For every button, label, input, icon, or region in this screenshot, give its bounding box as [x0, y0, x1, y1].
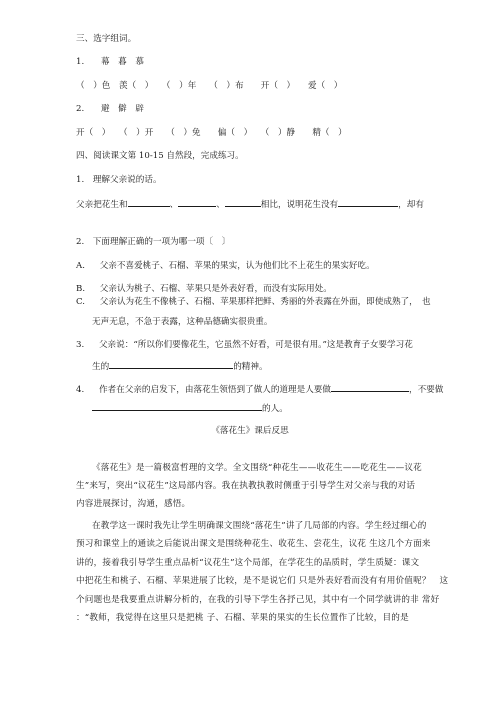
answer-blank[interactable]: [128, 197, 170, 207]
section3-heading: 三、选字组词。: [76, 34, 137, 44]
option-a: [76, 260, 375, 272]
section4-q1-text: [76, 197, 424, 211]
option-a-text: 父亲不喜爱桃子、石榴、苹果的果实，认为他们比不上花生的果实好吃。: [99, 261, 375, 271]
q2-number: 2.: [76, 104, 85, 114]
q4-text-1a: 作者在父亲的启发下，由落花生领悟到了做人的道理是人要做: [98, 385, 331, 395]
option-c-label: C.: [76, 297, 86, 307]
q4-text-2: 的人。: [262, 404, 288, 414]
section4-q1-label: 1. 理解父亲说的话。: [76, 175, 162, 185]
section4-q3: [76, 339, 413, 351]
option-c-text-1: 父亲认为花生不像桃子、石榴、苹果那样把鲜、秀丽的外表露在外面，即使成熟了， 也: [99, 297, 431, 307]
reflection-p2-line6: ：“教师，我觉得在这里只是把桃 子、石榴、苹果的果实的生长位置作了比较，目的是: [76, 613, 409, 623]
q1-number: 1.: [76, 57, 85, 67]
q1-text-c: ，却有: [398, 200, 424, 210]
q3-text-2a: 生的: [92, 362, 110, 372]
reflection-p2-line1: 在教学这一课时我先让学生明确课文围绕“落花生”讲了几局部的内容。学生经过细心的: [92, 521, 427, 531]
answer-blank[interactable]: [178, 197, 216, 207]
q1-sep1: 、: [169, 200, 179, 210]
q4-number: 4.: [76, 385, 85, 395]
section3-q2-answers: 开（ ） （ ）开 （ ）免 偏（ ） （ ）静 精（ ）: [76, 128, 347, 138]
option-c: [76, 296, 431, 308]
q1-text-a: 父亲把花生和: [76, 200, 128, 210]
section4-q4-line2: [92, 401, 288, 415]
option-a-label: A.: [76, 261, 85, 271]
answer-blank[interactable]: [109, 359, 233, 369]
reflection-p1-line1: 《落花生》是一篇极富哲理的文学。全文围绕“种花生——收花生——吃花生——议花: [92, 463, 422, 473]
section4-heading: 四、阅读课文第 10-15 自然段，完成练习。: [76, 151, 244, 161]
answer-blank[interactable]: [331, 382, 409, 392]
reflection-p2-line4: 中把花生和桃子、石榴、苹果进展了比较，是不是说它们 只是外表好看而没有有用价值呢？ 这: [76, 576, 449, 586]
section4-q2-label: 2. 下面理解正确的一项为哪一项〔 〕: [76, 237, 231, 247]
q1-sep2: 、: [216, 200, 225, 210]
q3-text-1: 父亲说：“所以你们要像花生，它虽然不好看，可是很有用。”这是教育子女要学习花: [98, 340, 413, 350]
section4-q3-line2: [92, 359, 268, 373]
answer-blank[interactable]: [225, 197, 261, 207]
reflection-title: 《落花生》课后反思: [211, 426, 289, 436]
reflection-p1-line3: 内容进展探讨，沟通，感悟。: [76, 499, 191, 509]
q1-text-b: 相比，说明花生没有: [260, 200, 339, 210]
section3-q1-answers: （ ）色 羡（ ） （ ）年 （ ）布 开（ ） 爱（ ）: [76, 81, 343, 91]
q2-chars: 避 僻 辟: [100, 104, 144, 114]
q3-text-2b: 的精神。: [233, 362, 268, 372]
section3-q1: [76, 56, 144, 68]
reflection-p2-line5: 个问题也是我要重点讲解分析的，在我的引导下学生各抒己见，其中有一个同学就讲的非 常好: [76, 595, 440, 605]
option-c-text-2: 无声无息，不急于表露，这种品德确实很贵重。: [92, 317, 273, 327]
reflection-p2-line3: 讲的，接着我引导学生重点品析“议花生”这个局部，在学花生的品质时，学生质疑：课文: [76, 558, 420, 568]
reflection-p1-line2: 生”来写，突出“议花生”这局部内容。我在执教执教时侧重于引导学生对父亲与我的对话: [76, 481, 416, 491]
q3-number: 3.: [76, 340, 85, 350]
q4-text-1b: ，不要做: [408, 385, 444, 395]
reflection-p2-line2: 预习和课堂上的通读之后能说出课文是围绕种花生、收花生、尝花生，议花 生这几个方面来: [76, 539, 431, 549]
option-b-label: B.: [76, 284, 86, 294]
option-b-text: 父亲认为桃子、石榴、苹果只是外表好看，而没有实际用处。: [99, 284, 332, 294]
answer-blank[interactable]: [338, 197, 398, 207]
option-b: [76, 283, 332, 295]
section3-q2: [76, 103, 144, 115]
section4-q4: [76, 382, 443, 396]
q1-chars: 幕 暮 慕: [100, 57, 144, 67]
answer-blank[interactable]: [92, 401, 262, 411]
